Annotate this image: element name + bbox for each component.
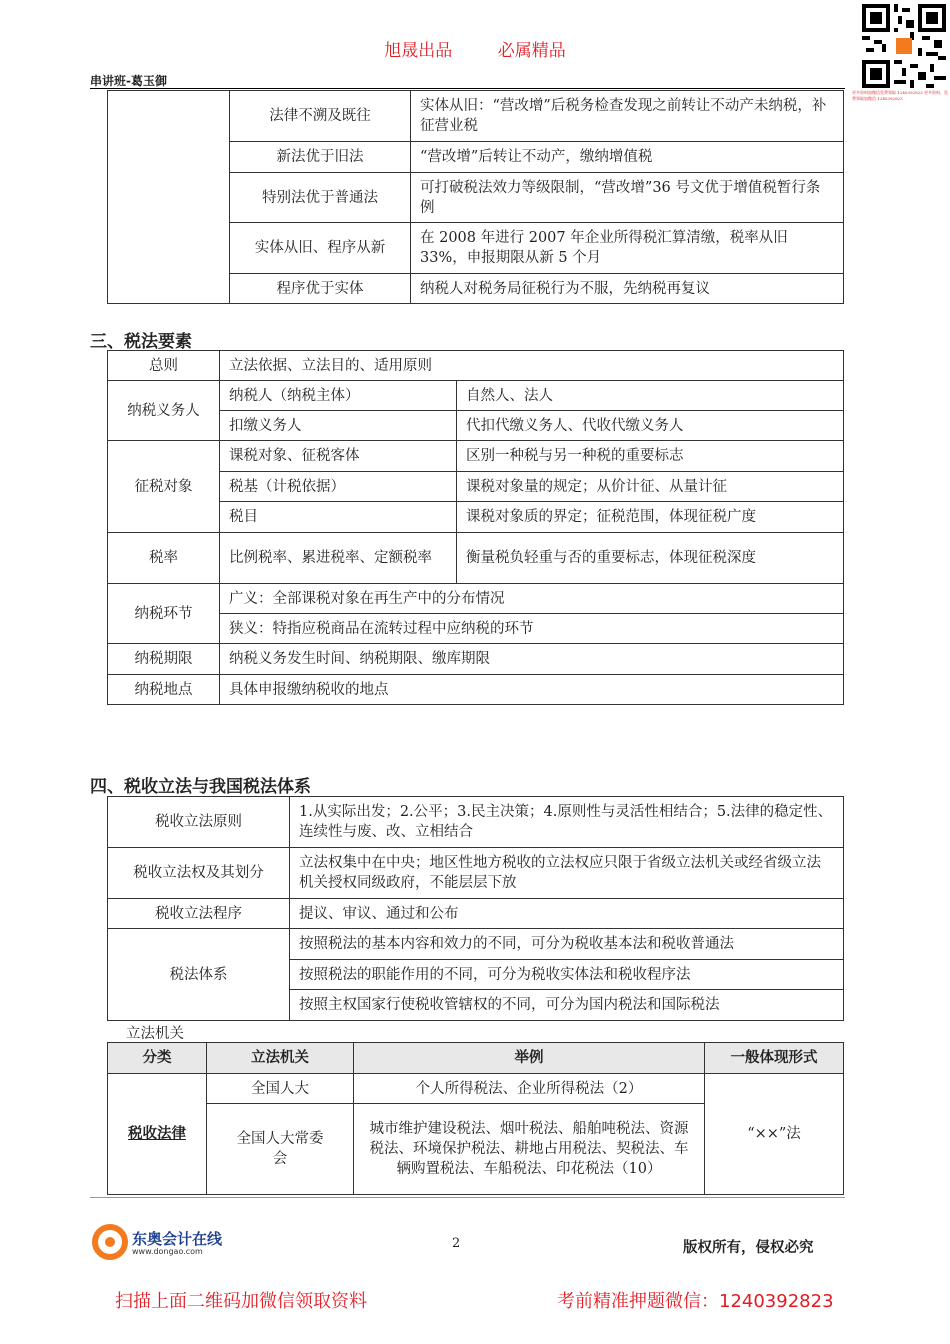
table-cell: 代扣代缴义务人、代收代缴义务人 <box>457 411 844 441</box>
legislative-body-table <box>107 1042 844 1195</box>
table-cell: 立法权集中在中央；地区性地方税收的立法权应只限于省级立法机关或经省级立法机关授权同级政府，不能层层下放 <box>290 848 844 899</box>
legislative-body-label: 立法机关 <box>126 1026 184 1042</box>
table-cell: 税率 <box>108 533 220 584</box>
table-cell: “××”法 <box>705 1074 844 1195</box>
table-cell: 税基（计税依据） <box>220 472 457 502</box>
table-cell: 税目 <box>220 502 457 533</box>
top-banner <box>0 36 950 61</box>
table-cell: 新法优于旧法 <box>230 142 411 173</box>
table-cell: 具体申报缴纳税收的地点 <box>220 675 844 705</box>
table-cell: 税收立法原则 <box>108 797 290 848</box>
table-cell: 纳税期限 <box>108 644 220 675</box>
table-cell: 税法体系 <box>108 929 290 1021</box>
course-title: 串讲班-葛玉御 <box>90 74 167 88</box>
ad-right: 考前精准押题微信：1240392823 <box>557 1291 834 1312</box>
table-row <box>108 1074 844 1104</box>
table-cell: 按照主权国家行使税收管辖权的不同，可分为国内税法和国际税法 <box>290 990 844 1021</box>
table-cell: 狭义：特指应税商品在流转过程中应纳税的环节 <box>220 614 844 644</box>
table-cell: 纳税义务人 <box>108 381 220 441</box>
table-row <box>108 351 844 381</box>
table-header: 举例 <box>354 1043 705 1074</box>
tax-elements-table <box>107 350 844 705</box>
table-cell: 纳税地点 <box>108 675 220 705</box>
table-cell: 税收立法权及其划分 <box>108 848 290 899</box>
table-cell: 区别一种税与另一种税的重要标志 <box>457 441 844 472</box>
table-cell: 纳税人对税务局征税行为不服，先纳税再复议 <box>411 274 844 304</box>
table-cell: 立法依据、立法目的、适用原则 <box>220 351 844 381</box>
legislation-table <box>107 796 844 1021</box>
table-cell: 全国人大常委会 <box>207 1104 354 1195</box>
table-cell: 城市维护建设税法、烟叶税法、船舶吨税法、资源税法、环境保护税法、耕地占用税法、契税法、车辆购置税法、车船税法、印花税法（10） <box>354 1104 705 1195</box>
table-cell: 广义：全部课税对象在再生产中的分布情况 <box>220 584 844 614</box>
table-row <box>108 533 844 584</box>
table-cell: 自然人、法人 <box>457 381 844 411</box>
table-cell: 全国人大 <box>207 1074 354 1104</box>
table-row <box>108 675 844 705</box>
table-row <box>108 381 844 411</box>
table-cell-empty <box>108 91 230 304</box>
copyright: 版权所有，侵权必究 <box>683 1239 814 1256</box>
table-cell: 个人所得税法、企业所得税法（2） <box>354 1074 705 1104</box>
table-row <box>108 644 844 675</box>
table-row <box>108 441 844 472</box>
table-cell: 比例税率、累进税率、定额税率 <box>220 533 457 584</box>
table-cell: 税收法律 <box>108 1074 207 1195</box>
page-number: 2 <box>452 1236 461 1251</box>
table-cell: 征税对象 <box>108 441 220 533</box>
table-cell: 提议、审议、通过和公布 <box>290 899 844 929</box>
qr-note: 更多资料加微信免费领取 1240392823 更多资料，免费领取加微信 1240392823 <box>852 90 948 101</box>
table-header-row <box>108 1043 844 1074</box>
table-cell: 法律不溯及既往 <box>230 91 411 142</box>
table-cell: 可打破税法效力等级限制，“营改增”36 号文优于增值税暂行条例 <box>411 173 844 223</box>
table-cell: 衡量税负轻重与否的重要标志，体现征税深度 <box>457 533 844 584</box>
table-cell: 课税对象、征税客体 <box>220 441 457 472</box>
table-cell: 程序优于实体 <box>230 274 411 304</box>
section-title: 三、税法要素 <box>90 332 192 352</box>
table-header: 立法机关 <box>207 1043 354 1074</box>
logo-url: www.dongao.com <box>132 1247 203 1256</box>
table-row <box>108 929 844 960</box>
dongao-logo-icon <box>92 1224 128 1260</box>
qr-code-icon <box>862 4 946 88</box>
table-cell: 总则 <box>108 351 220 381</box>
brand-left: 旭晟出品 <box>384 41 453 61</box>
header-divider <box>90 88 845 89</box>
table-cell: 在 2008 年进行 2007 年企业所得税汇算清缴，税率从旧 33%，申报期限从新 5 个月 <box>411 223 844 274</box>
table-cell: 课税对象质的界定；征税范围，体现征税广度 <box>457 502 844 533</box>
table-cell: 扣缴义务人 <box>220 411 457 441</box>
table-header: 一般体现形式 <box>705 1043 844 1074</box>
section-title: 四、税收立法与我国税法体系 <box>90 777 311 797</box>
table-cell: “营改增”后转让不动产，缴纳增值税 <box>411 142 844 173</box>
table-cell: 按照税法的职能作用的不同，可分为税收实体法和税收程序法 <box>290 960 844 990</box>
table-row <box>108 797 844 848</box>
table-row <box>108 584 844 614</box>
table-header: 分类 <box>108 1043 207 1074</box>
table-row <box>108 899 844 929</box>
table-cell: 课税对象量的规定；从价计征、从量计征 <box>457 472 844 502</box>
table-cell: 税收立法程序 <box>108 899 290 929</box>
table-cell: 实体从旧、程序从新 <box>230 223 411 274</box>
table-row <box>108 91 844 142</box>
table-cell: 纳税人（纳税主体） <box>220 381 457 411</box>
table-cell: 特别法优于普通法 <box>230 173 411 223</box>
table-cell: 1.从实际出发；2.公平；3.民主决策；4.原则性与灵活性相结合；5.法律的稳定性、连续性与废、改、立相结合 <box>290 797 844 848</box>
table-row <box>108 848 844 899</box>
table-cell: 纳税义务发生时间、纳税期限、缴库期限 <box>220 644 844 675</box>
ad-left: 扫描上面二维码加微信领取资料 <box>115 1291 367 1312</box>
table-cell: 纳税环节 <box>108 584 220 644</box>
logo-name: 东奥会计在线 <box>132 1230 223 1248</box>
table-cell: 实体从旧：“营改增”后税务检查发现之前转让不动产未纳税，补征营业税 <box>411 91 844 142</box>
table-cell: 按照税法的基本内容和效力的不同，可分为税收基本法和税收普通法 <box>290 929 844 960</box>
brand-right: 必属精品 <box>497 41 566 61</box>
footer-divider <box>90 1197 845 1198</box>
principles-table <box>107 90 844 304</box>
